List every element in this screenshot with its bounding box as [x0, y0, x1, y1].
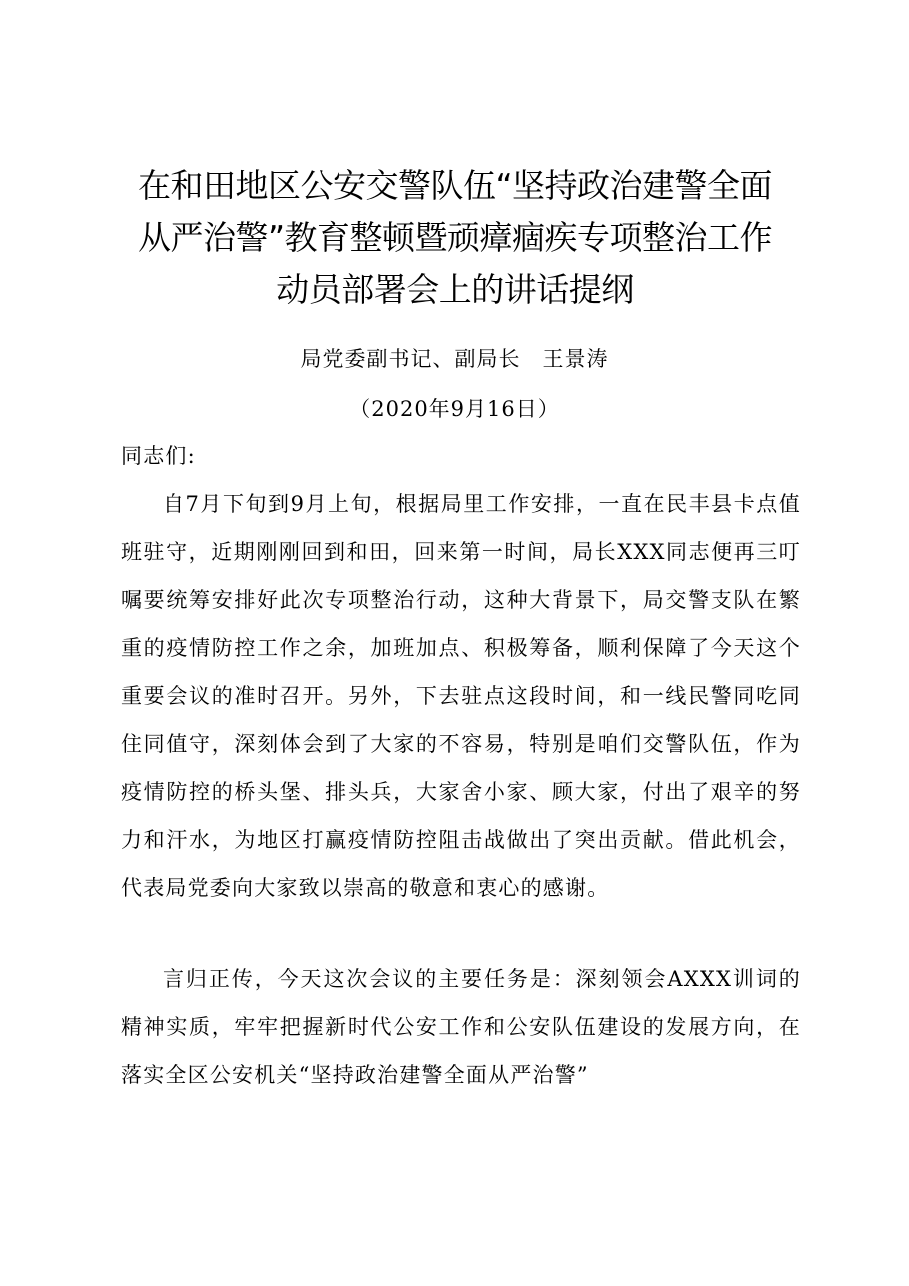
document-title: [105, 160, 805, 316]
title-line-2: 从严治警”教育整顿暨顽瘴痼疾专项整治工作: [137, 218, 773, 257]
body-paragraph-2: 言归正传，今天这次会议的主要任务是：深刻领会AXXX训词的精神实质，牢牢把握新时代公安工作和公安队伍建设的发展方向，在落实全区公安机关“坚持政治建警全面从严治警”: [121, 967, 801, 1087]
date-line: （2020年9月16日）: [349, 397, 560, 421]
title-line-1: 在和田地区公安交警队伍“坚持政治建警全面: [137, 166, 773, 205]
greeting: 同志们:: [121, 444, 196, 468]
author-line: 局党委副书记、副局长 王景涛: [300, 347, 609, 371]
title-line-3: 动员部署会上的讲话提纲: [276, 270, 634, 309]
body-paragraph-1: 自7月下旬到9月上旬，根据局里工作安排，一直在民丰县卡点值班驻守，近期刚刚回到和田，回来第一时间，局长XXX同志便再三叮嘱要统筹安排好此次专项整治行动，这种大背景下，局交警支队在繁重的疫情防控工作之余，加班加点、积极筹备，顺利保障了今天这个重要会议的准时召开。另外，下去驻点这段时间，和一线民警同吃同住同值守，深刻体会到了大家的不容易，特别是咱们交警队伍，作为疫情防控的桥头堡、排头兵，大家舍小家、顾大家，付出了艰辛的努力和汗水，为地区打赢疫情防控阻击战做出了突出贡献。借此机会，代表局党委向大家致以崇高的敬意和衷心的感谢。: [121, 492, 801, 900]
